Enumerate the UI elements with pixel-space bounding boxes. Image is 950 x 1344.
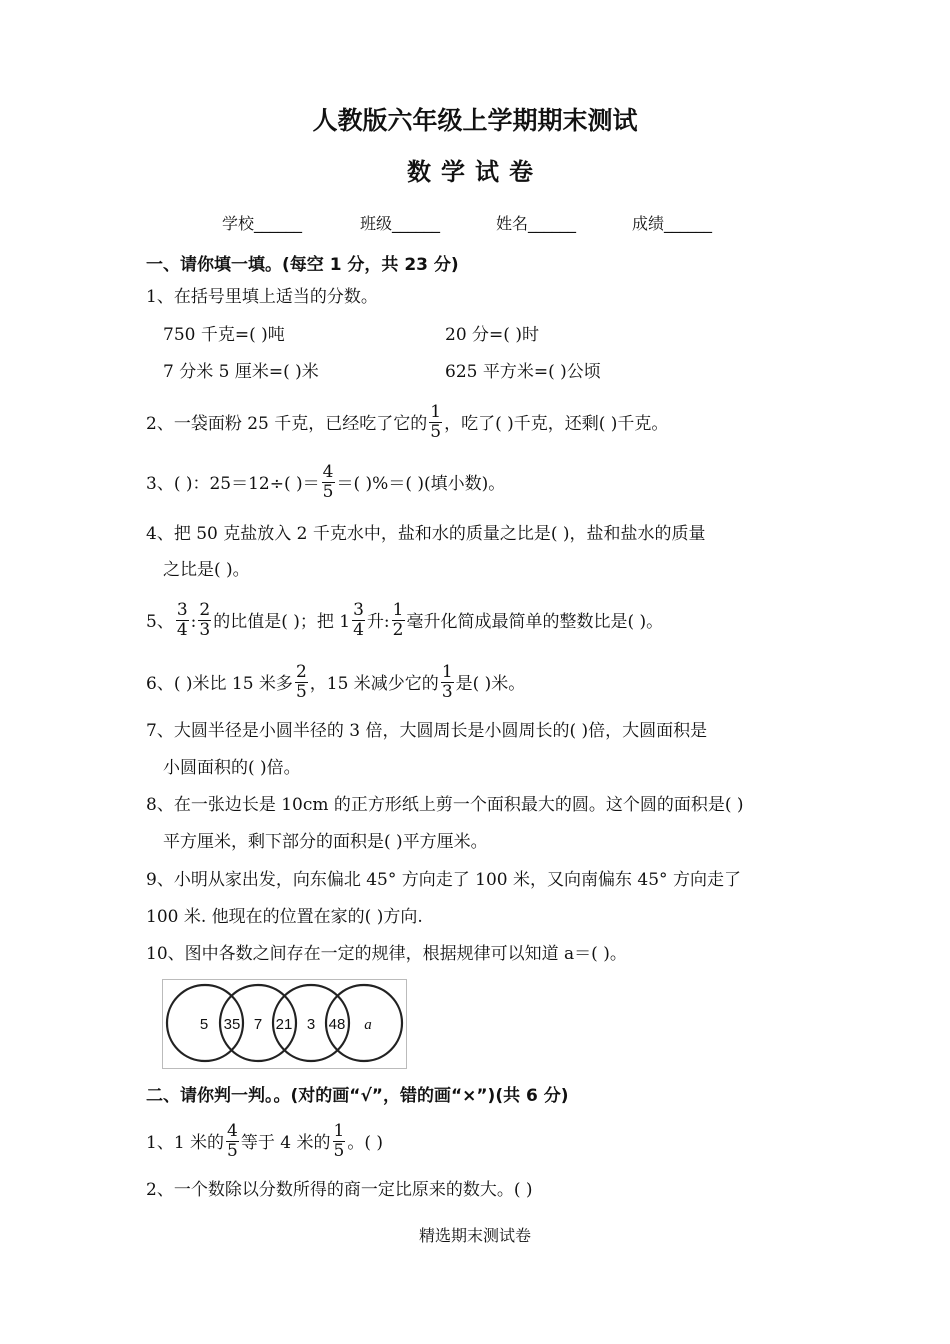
page-subtitle: 数学试卷 [407,158,543,186]
s2q1-f1-den: 5 [227,1141,238,1161]
q5-post: 毫升化简成最简单的整数比是( )。 [406,612,664,632]
q8-line1: 8、在一张边长是 10cm 的正方形纸上剪一个面积最大的圆。这个圆的面积是( ) [146,795,744,815]
class-field: 班级______ [360,214,441,233]
q6-mid: ，15 米减少它的 [309,674,439,694]
q5-f3-num: 3 [353,600,364,620]
q3-fraction-num: 4 [322,462,334,482]
q5-fraction-2 [198,601,211,640]
school-field: 学校______ [222,214,303,233]
q6-f1-num: 2 [295,662,307,682]
circle-value: 7 [253,1016,263,1033]
s2-question-2: 2、一个数除以分数所得的商一定比原来的数大。( ) [146,1180,533,1200]
circle-value: 48 [328,1016,346,1033]
q4-line2: 之比是( )。 [163,560,250,580]
q3-post: ＝( )%＝( )(填小数)。 [336,474,506,494]
q5-mid: 的比值是( )；把 1 [213,612,351,632]
circle-value: 21 [275,1016,293,1033]
q6-f2-den: 3 [441,682,453,702]
s2q1-mid: 等于 4 米的 [240,1133,331,1153]
question-5 [146,600,664,642]
q6-post: 是( )米。 [455,674,526,694]
q5-f1-den: 4 [176,620,188,640]
q9-line2: 100 米. 他现在的位置在家的( )方向. [146,907,423,927]
q5-f4-num: 1 [392,600,404,620]
s2-question-1 [146,1121,383,1163]
section-2-title: 二、请你判一判。。(对的画“√”，错的画“×”)(共 6 分) [146,1086,569,1106]
s2q1-f2-num: 1 [333,1121,345,1141]
q5-f4-den: 2 [392,620,404,640]
q3-fraction [322,463,335,502]
q6-fraction-2 [441,663,454,702]
q5-f2-num: 2 [199,600,211,620]
s2q1-f2-den: 5 [333,1141,345,1161]
q8-line2: 平方厘米，剩下部分的面积是( )平方厘米。 [163,832,488,852]
circle-value: 35 [223,1016,241,1033]
page-title: 人教版六年级上学期期末测试 [312,106,638,135]
q5-colon: : [190,612,197,632]
q1-text: 1、在括号里填上适当的分数。 [146,287,378,307]
circles-figure [162,979,407,1069]
q5-fraction-4 [392,601,405,640]
q5-pre: 5、 [146,612,174,632]
page-footer: 精选期末测试卷 [418,1226,531,1245]
q5-mid2: 升: [366,612,390,632]
q7-line2: 小圆面积的( )倍。 [163,758,301,778]
q5-f1-num: 3 [176,600,188,620]
q10-text: 10、图中各数之间存在一定的规律，根据规律可以知道 a＝( )。 [146,944,627,964]
q3-fraction-den: 5 [322,482,334,502]
q1-item-a: 750 千克=( )吨 [163,325,285,345]
circle-value: 5 [199,1016,209,1033]
q3-pre: 3、( )：25＝12÷( )＝ [146,474,320,494]
q1-item-b: 20 分=( )时 [445,325,539,345]
q5-fraction-3 [352,601,365,640]
q6-fraction-1 [295,663,308,702]
q6-pre: 6、( )米比 15 米多 [146,674,293,694]
q5-f2-den: 3 [199,620,211,640]
q2-fraction-den: 5 [430,422,442,442]
q6-f1-den: 5 [295,682,307,702]
s2q1-post: 。( ) [347,1133,383,1153]
q5-f3-den: 4 [353,620,364,640]
circle-value: 3 [306,1016,316,1033]
s2q1-pre: 1、1 米的 [146,1133,225,1153]
q5-fraction-1 [176,601,189,640]
q2-fraction-num: 1 [430,402,442,422]
question-6 [146,662,526,704]
q2-fraction [429,403,442,442]
circle-value: a [364,1017,372,1033]
score-field: 成绩______ [632,214,713,233]
q4-line1: 4、把 50 克盐放入 2 千克水中，盐和水的质量之比是( )，盐和盐水的质量 [146,524,706,544]
q2-pre: 2、一袋面粉 25 千克，已经吃了它的 [146,414,428,434]
question-2 [146,402,669,444]
section-1-title: 一、请你填一填。(每空 1 分，共 23 分) [146,255,459,275]
q1-item-d: 625 平方米=( )公顷 [445,362,601,382]
s2q1-fraction-1 [226,1122,239,1161]
s2q1-f1-num: 4 [227,1121,238,1141]
name-field: 姓名______ [496,214,577,233]
s2q1-fraction-2 [333,1122,346,1161]
q7-line1: 7、大圆半径是小圆半径的 3 倍，大圆周长是小圆周长的( )倍，大圆面积是 [146,721,708,741]
q9-line1: 9、小明从家出发，向东偏北 45° 方向走了 100 米，又向南偏东 45° 方向走了 [146,870,741,890]
q6-f2-num: 1 [441,662,453,682]
q2-post: ，吃了( )千克，还剩( )千克。 [444,414,669,434]
question-3 [146,462,506,504]
circles-figure-svg [163,980,406,1068]
q1-item-c: 7 分米 5 厘米=( )米 [163,362,319,382]
